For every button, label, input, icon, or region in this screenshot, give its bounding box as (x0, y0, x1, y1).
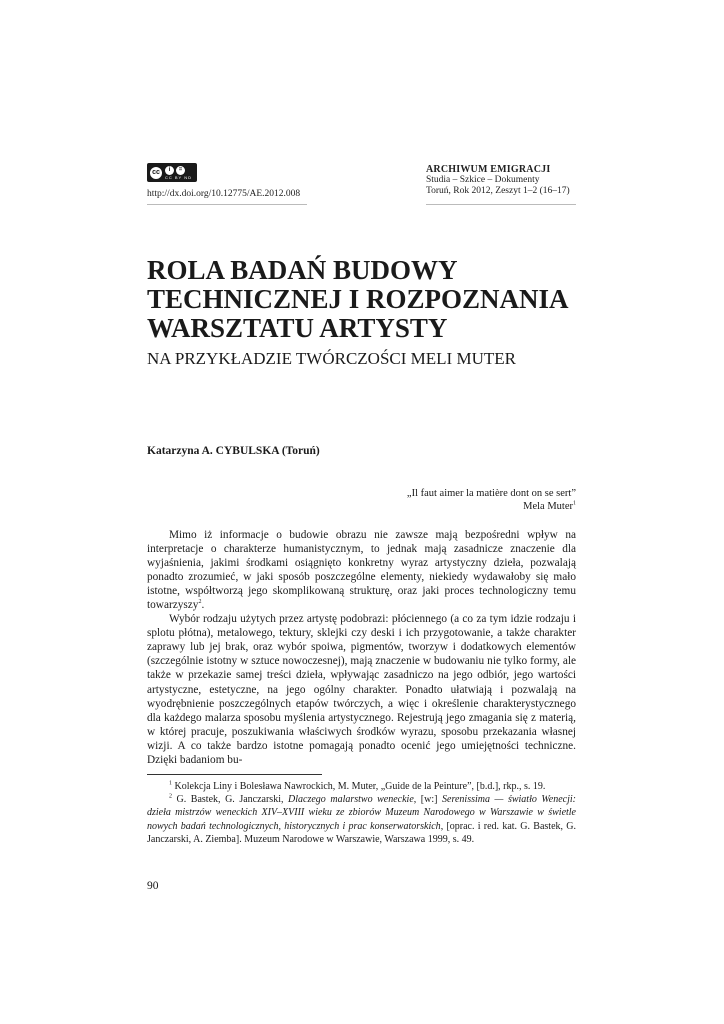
paragraph-1: Mimo iż informacje o budowie obrazu nie zawsze mają bezpośredni wpływ na interpretacje o charakterze humanistycznym, to jednak mają zasadnicze znaczenie dla wyjaśnienia, jakimi środkami osiągnięto konkretny wyraz artystyczny dzieła, pozwalają ponadto zrozumieć, w jaki sposób poszczególne elementy, niekiedy wydawałoby się mało istotne, współtworzą jego skomplikowaną strukturę, oraz jaki proces technologiczny temu towarzyszy$^2$. (147, 529, 576, 612)
article-title (147, 256, 587, 343)
cc-license-badge (147, 163, 197, 182)
author-name: Katarzyna A. CYBULSKA (Toruń) (147, 445, 320, 457)
attribution-icon: i (165, 166, 174, 175)
footnotes (147, 780, 576, 846)
header-rule-right (426, 204, 576, 205)
footnote-ref-1[interactable]: 1 (573, 500, 576, 507)
creative-commons-icon: cc (149, 166, 163, 180)
no-derivatives-icon: = (176, 166, 185, 175)
footnote-1: $^1$ Kolekcja Liny i Bolesława Nawrockich, M. Muter, „Guide de la Peinture”, [b.d.], rkp., s. 19. (169, 780, 546, 792)
journal-issue: Toruń, Rok 2012, Zeszyt 1–2 (16–17) (426, 186, 570, 196)
header-rule-left (147, 204, 307, 205)
title-line-1: ROLA BADAŃ BUDOWY (147, 255, 458, 285)
license-label: CC BY ND (165, 174, 193, 180)
footnote-2: $^2$ G. Bastek, G. Janczarski, Dlaczego malarstwo weneckie, [w:] Serenissima — światło Wenecji: dzieła mistrzów weneckich XIV–XVIII wieku ze zbiorów Muzeum Narodowego w Warszawie w świetle nowych badań technologicznych, historycznych i prac konserwatorskich, [oprac. i red. kat. G. Bastek, G. Janczarski, A. Ziemba]. Muzeum Narodowe w Warszawie, Warszawa 1999, s. 49. (147, 793, 577, 845)
motto-quote: „Il faut aimer la matière dont on se sert” (406, 488, 576, 499)
journal-info (426, 164, 570, 197)
journal-title: ARCHIWUM EMIGRACJI (426, 164, 551, 175)
motto-attribution: Mela Muter (523, 501, 573, 512)
article-body (147, 528, 576, 767)
title-line-3: WARSZTATU ARTYSTY (147, 313, 448, 343)
motto (300, 487, 576, 513)
article-subtitle: NA PRZYKŁADZIE TWÓRCZOŚCI MELI MUTER (147, 349, 516, 368)
journal-subtitle: Studia – Szkice – Dokumenty (426, 175, 540, 185)
paragraph-2: Wybór rodzaju użytych przez artystę podobrazi: płóciennego (a co za tym idzie rodzaju i splotu płótna), metalowego, tektury, sklejki czy deski i ich przygotowanie, a także charakter zaprawy lub jej brak, oraz wybór spoiwa, pigmentów, tworzyw i dodatkowych elementów (szczególnie istotny w sztuce nowoczesnej), mają znaczenie w budowaniu nie tylko formy, ale także w przekazie samej treści dzieła, wpływając zasadniczo na jego odbiór, jego wartości artystyczne, estetyczne, na jego ogólny charakter. Ponadto ułatwiają i pozwalają na wyodrębnienie poszczególnych etapów twórczych, a więc i określenie charakterystycznego dla każdego malarza sposobu myślenia artystycznego. Rejestrują jego zmagania się z materią, w której pracuje, poszukiwania właściwych środków wyrazu, sposobu przekazania własnej wizji. A co także bardzo istotne pomagają ponadto ocenić jego umiejętności techniczne. Dzięki badaniom bu- (147, 613, 576, 766)
page-number: 90 (147, 880, 159, 892)
footnote-ref-2[interactable]: 2 (198, 599, 202, 606)
footnote-rule (147, 774, 322, 775)
doi-link[interactable]: http://dx.doi.org/10.12775/AE.2012.008 (147, 189, 301, 199)
title-line-2: TECHNICZNEJ I ROZPOZNANIA (147, 284, 569, 314)
